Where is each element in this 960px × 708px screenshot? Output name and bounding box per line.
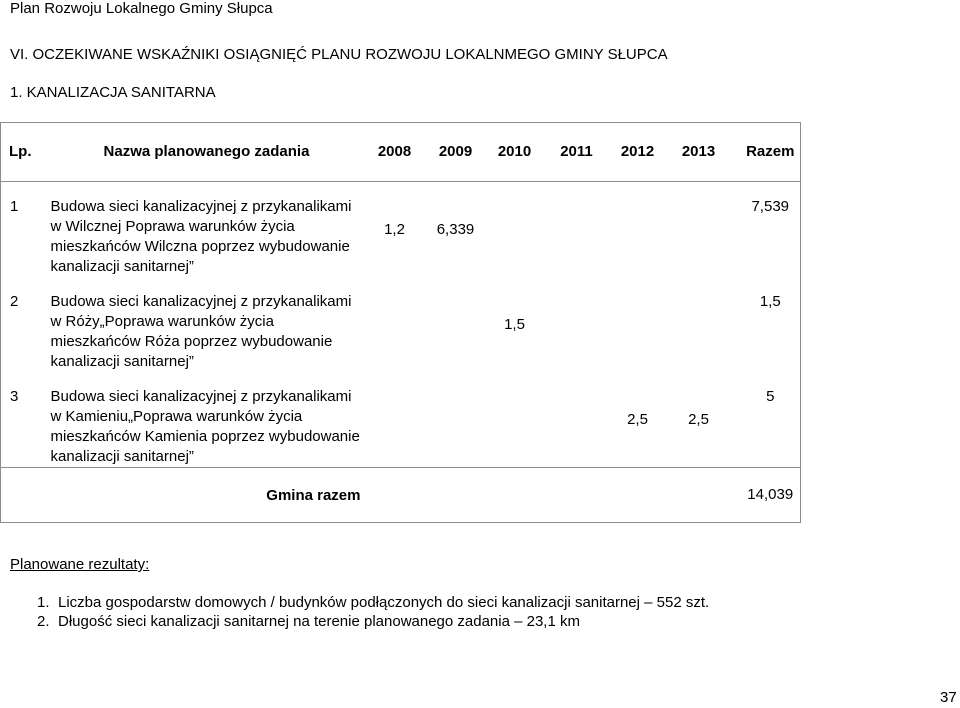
list-item-text: Liczba gospodarstw domowych / budynków podłączonych do sieci kanalizacji sanitarnej – 552 szt. <box>58 594 710 611</box>
value-2008-cell: 1,2 <box>384 220 405 238</box>
table-row <box>1 277 801 372</box>
total-cell: 7,539 <box>751 198 790 215</box>
list-item-number: 2. <box>37 613 50 630</box>
summary-empty-cell <box>373 468 741 523</box>
value-2008-cell <box>373 277 417 372</box>
summary-label: Gmina razem <box>1 468 373 523</box>
header-lp: Lp. <box>1 123 43 182</box>
header-year-2010: 2010 <box>495 123 535 182</box>
indicators-table <box>0 122 801 523</box>
value-2013-cell <box>657 182 741 278</box>
value-2011-cell <box>535 372 619 468</box>
header-year-2012: 2012 <box>619 123 657 182</box>
list-item-number: 1. <box>37 594 50 611</box>
header-year-2013: 2013 <box>657 123 741 182</box>
total-cell: 5 <box>766 388 775 405</box>
value-2009-cell <box>417 277 495 372</box>
task-name-cell: Budowa sieci kanalizacyjnej z przykanalikami w Kamieniu„Poprawa warunków życia mieszkańców Kamienia poprzez wybudowanie kanalizacji sanitarnej” <box>50 388 360 465</box>
table-header-row <box>1 123 801 182</box>
value-2008-cell <box>373 372 417 468</box>
value-2010-cell: 1,5 <box>504 315 525 333</box>
page-number: 37 <box>940 689 957 706</box>
total-cell: 1,5 <box>759 293 781 310</box>
value-2011-cell <box>535 277 619 372</box>
lp-cell: 3 <box>10 388 19 405</box>
value-2012-cell <box>619 277 657 372</box>
value-2013-cell: 2,5 <box>688 410 709 428</box>
lp-cell: 2 <box>10 293 19 310</box>
list-item <box>0 594 940 612</box>
lp-cell: 1 <box>10 198 19 215</box>
task-name-cell: Budowa sieci kanalizacyjnej z przykanalikami w Wilcznej Poprawa warunków życia mieszkańców Wilczna poprzez wybudowanie kanalizacji sanitarnej” <box>50 198 352 275</box>
value-2009-cell: 6,339 <box>436 220 475 238</box>
header-year-2008: 2008 <box>373 123 417 182</box>
table-row <box>1 372 801 468</box>
task-name-cell: Budowa sieci kanalizacyjnej z przykanalikami w Róży„Poprawa warunków życia mieszkańców Róża poprzez wybudowanie kanalizacji sanitarnej” <box>50 293 352 370</box>
section-title: VI. OCZEKIWANE WSKAŹNIKI OSIĄGNIĘĆ PLANU ROZWOJU LOKALNMEGO GMINY SŁUPCA <box>10 46 668 63</box>
value-2009-cell <box>417 372 495 468</box>
table-row <box>1 182 801 278</box>
header-year-2011: 2011 <box>535 123 619 182</box>
value-2010-cell <box>495 182 535 278</box>
subsection-title: 1. KANALIZACJA SANITARNA <box>10 84 216 101</box>
results-heading: Planowane rezultaty: <box>10 556 150 573</box>
value-2010-cell <box>495 372 535 468</box>
value-2012-cell <box>619 182 657 278</box>
value-2011-cell <box>535 182 619 278</box>
header-total: Razem <box>741 123 801 182</box>
list-item-text: Długość sieci kanalizacji sanitarnej na terenie planowanego zadania – 23,1 km <box>58 613 580 630</box>
summary-row <box>1 468 801 523</box>
summary-total: 14,039 <box>741 468 801 523</box>
value-2013-cell <box>657 277 741 372</box>
page-header: Plan Rozwoju Lokalnego Gminy Słupca <box>10 0 273 17</box>
header-task-name: Nazwa planowanego zadania <box>43 123 373 182</box>
header-year-2009: 2009 <box>417 123 495 182</box>
list-item <box>0 613 940 631</box>
value-2012-cell: 2,5 <box>627 410 648 428</box>
